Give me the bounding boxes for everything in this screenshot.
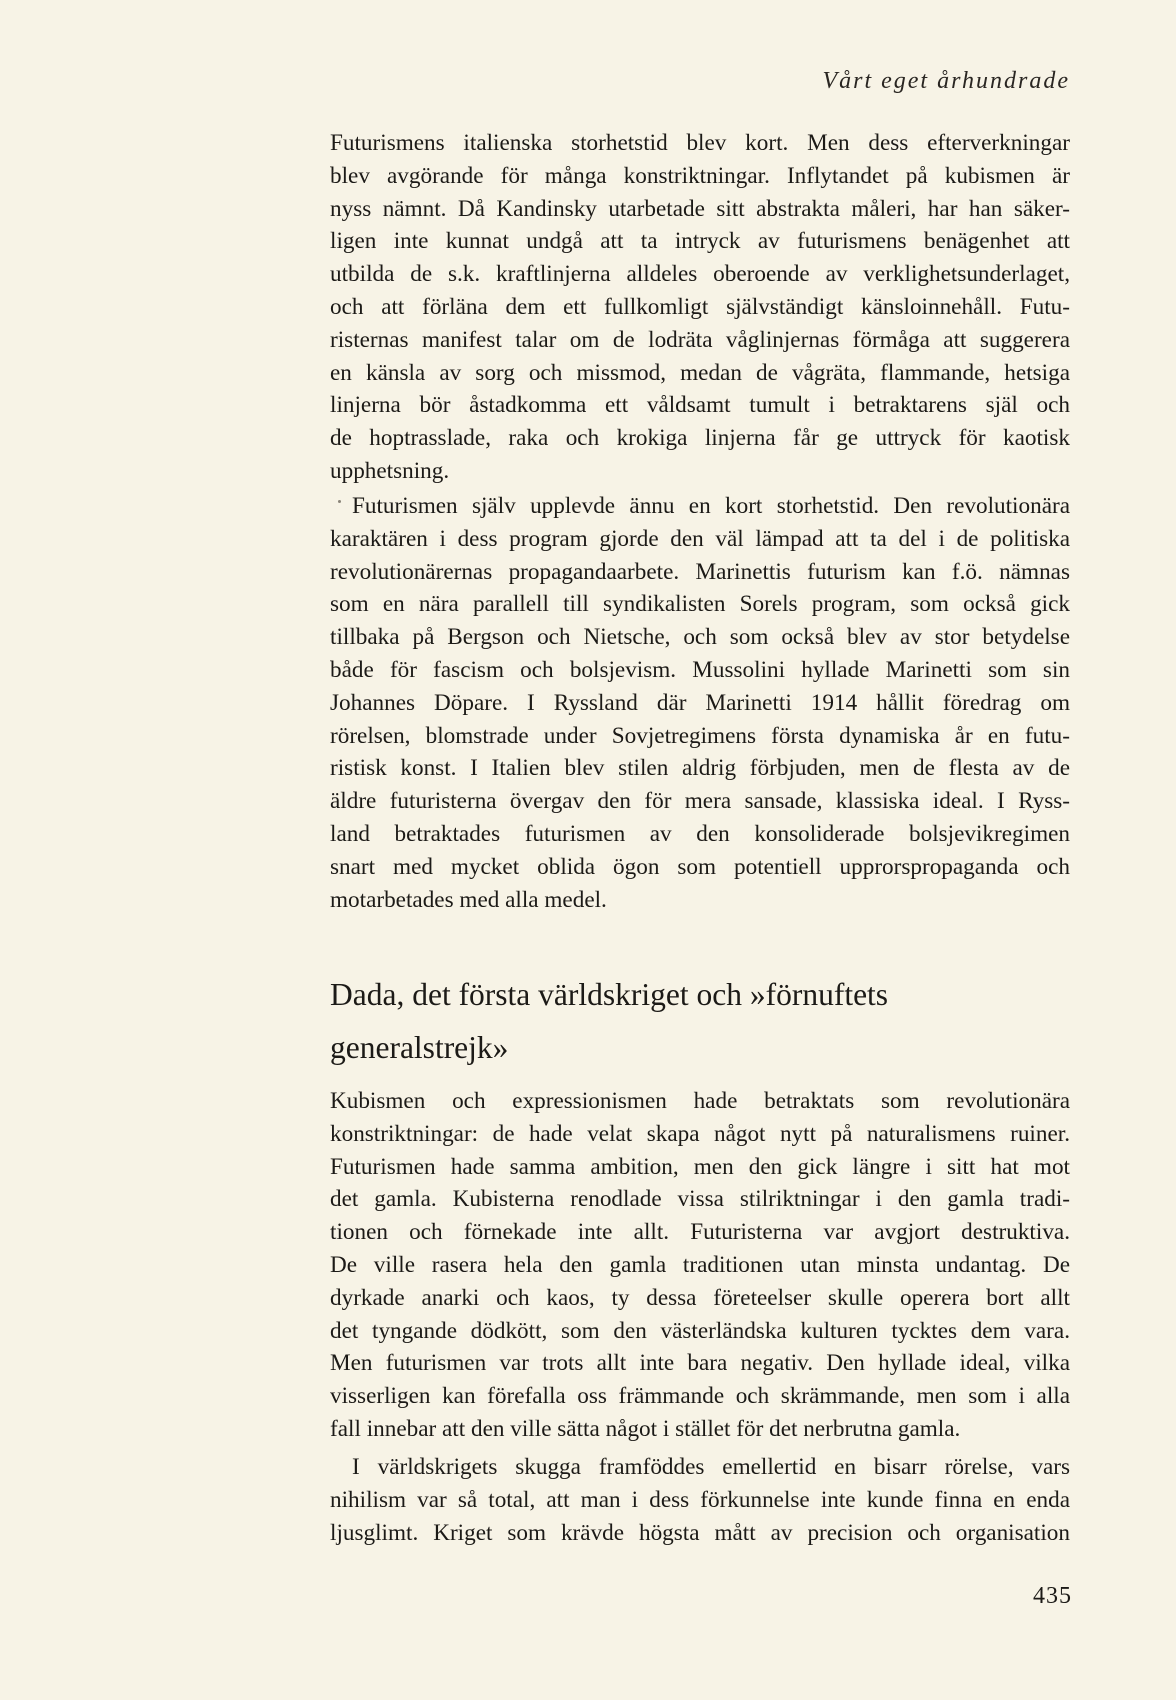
text-line: Futurismens italienska storhetstid blev kort. Men dess efterverkningar bbox=[330, 130, 1070, 156]
text-line: som en nära parallell till syndikalisten Sorels program, som också gick bbox=[330, 591, 1070, 618]
text-line: ristisk konst. I Italien blev stilen aldrig förbjuden, men de flesta av de bbox=[330, 755, 1070, 782]
text-line: blev avgörande för många konstriktningar. Inflytandet på kubismen är bbox=[330, 162, 1070, 189]
text-line: De ville rasera hela den gamla traditionen utan minsta undantag. De bbox=[330, 1251, 1070, 1278]
text-line: utbilda de s.k. kraftlinjerna alldeles oberoende av verklighetsunderlaget, bbox=[330, 261, 1070, 288]
text-line: motarbetades med alla medel. bbox=[330, 886, 607, 913]
running-head: Vårt eget århundrade bbox=[822, 68, 1070, 94]
paragraph-futurism-legacy bbox=[330, 127, 1070, 488]
text-line: I världskrigets skugga framföddes emellertid en bisarr rörelse, vars bbox=[352, 1454, 1070, 1480]
text-line: land betraktades futurismen av den konsoliderade bolsjevikregimen bbox=[330, 820, 1070, 847]
text-line: äldre futuristerna övergav den för mera sansade, klassiska ideal. I Ryss- bbox=[330, 788, 1070, 815]
text-line: karaktären i dess program gjorde den väl lämpad att ta del i de politiska bbox=[330, 525, 1070, 552]
text-line: dyrkade anarki och kaos, ty dessa företeelser skulle operera bort allt bbox=[330, 1284, 1070, 1311]
text-line: Futurismen själv upplevde ännu en kort storhetstid. Den revolutionära bbox=[352, 493, 1070, 519]
text-line: visserligen kan förefalla oss främmande och skrämmande, men som i alla bbox=[330, 1383, 1070, 1410]
heading-line: generalstrejk» bbox=[330, 1030, 509, 1065]
text-line: det gamla. Kubisterna renodlade vissa stilriktningar i den gamla tradi- bbox=[330, 1186, 1070, 1213]
text-line: nyss nämnt. Då Kandinsky utarbetade sitt abstrakta måleri, har han säker- bbox=[330, 195, 1070, 222]
text-line: tillbaka på Bergson och Nietsche, och som också blev av stor betydelse bbox=[330, 624, 1070, 651]
text-line: Kubismen och expressionismen hade betraktats som revolutionära bbox=[330, 1088, 1070, 1114]
heading-line: Dada, det första världskriget och »förnuftets bbox=[330, 977, 889, 1012]
text-line: både för fascism och bolsjevism. Mussolini hyllade Marinetti som sin bbox=[330, 656, 1070, 683]
text-line: konstriktningar: de hade velat skapa något nytt på naturalismens ruiner. bbox=[330, 1120, 1070, 1147]
text-line: och att förläna dem ett fullkomligt självständigt känsloinnehåll. Futu- bbox=[330, 293, 1070, 320]
text-line: ligen inte kunnat undgå att ta intryck av futurismens benägenhet att bbox=[330, 228, 1070, 255]
text-line: tionen och förnekade inte allt. Futuristerna var avgjort destruktiva. bbox=[330, 1219, 1070, 1246]
text-line: nihilism var så total, att man i dess förkunnelse inte kunde finna en enda bbox=[330, 1486, 1070, 1513]
text-line: linjerna bör åstadkomma ett våldsamt tumult i betraktarens själ och bbox=[330, 392, 1070, 419]
text-line: en känsla av sorg och missmod, medan de vågräta, flammande, hetsiga bbox=[330, 359, 1070, 386]
text-line: fall innebar att den ville sätta något i stället för det nerbrutna gamla. bbox=[330, 1415, 961, 1442]
text-line: rörelsen, blomstrade under Sovjetregimens första dynamiska år en futu- bbox=[330, 722, 1070, 749]
text-line: det tyngande dödkött, som den västerländska kulturen tycktes dem vara. bbox=[330, 1317, 1070, 1344]
text-line: de hoptrasslade, raka och krokiga linjerna får ge uttryck för kaotisk bbox=[330, 425, 1070, 452]
text-line: risternas manifest talar om de lodräta våglinjernas förmåga att suggerera bbox=[330, 326, 1070, 353]
paragraph-dada-intro bbox=[330, 1085, 1070, 1446]
section-heading bbox=[330, 968, 1070, 1074]
page-number: 435 bbox=[1033, 1583, 1072, 1609]
text-line: snart med mycket oblida ögon som potentiell upprorspropaganda och bbox=[330, 853, 1070, 880]
text-line: Johannes Döpare. I Ryssland där Marinetti 1914 hållit föredrag om bbox=[330, 689, 1070, 716]
paragraph-futurism-politics bbox=[330, 490, 1070, 916]
text-line: ljusglimt. Kriget som krävde högsta mått av precision och organisation bbox=[330, 1519, 1070, 1546]
text-line: Men futurismen var trots allt inte bara negativ. Den hyllade ideal, vilka bbox=[330, 1350, 1070, 1377]
paragraph-dada-war bbox=[330, 1451, 1070, 1549]
text-line: revolutionärernas propagandaarbete. Marinettis futurism kan f.ö. nämnas bbox=[330, 558, 1070, 585]
text-line: Futurismen hade samma ambition, men den gick längre i sitt hat mot bbox=[330, 1153, 1070, 1180]
text-line: upphetsning. bbox=[330, 457, 450, 484]
